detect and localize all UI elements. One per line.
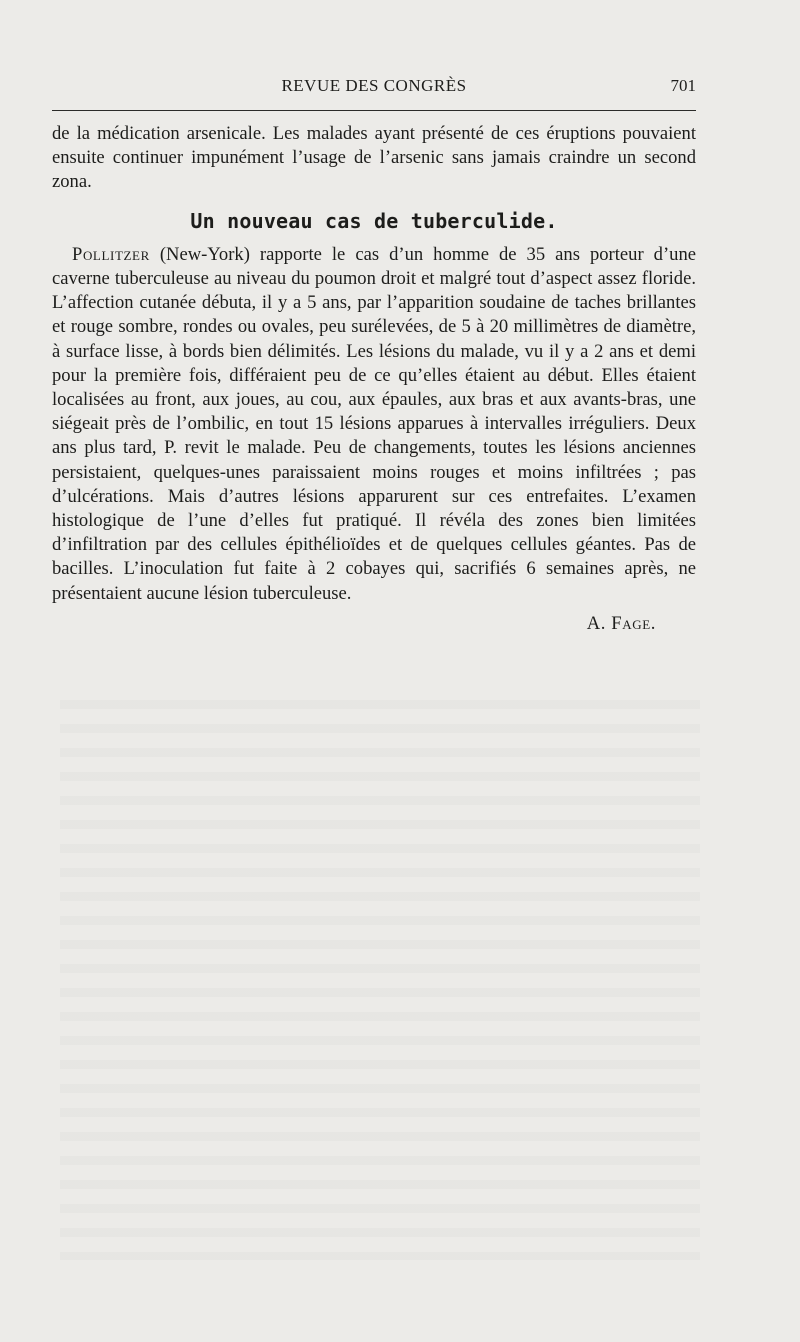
section-title: Un nouveau cas de tuberculide. (190, 208, 558, 233)
main-paragraph-text: (New-York) rapporte le cas d’un homme de 35 ans porteur d’une caverne tuberculeuse au niveau du poumon droit et malgré tout d’aspect assez floride. L’affection cutanée débuta, il y a 5 ans, par l’apparition soudaine de taches brillantes et rouge sombre, rondes ou ovales, peu surélevées, de 5 à 20 millimètres de diamètre, à surface lisse, à bords bien délimités. Les lésions du malade, vu il y a 2 ans et demi pour la première fois, différaient peu de ce qu’elles étaient au début. Elles étaient localisées au front, aux joues, au cou, aux épaules, aux bras et aux avants-bras, une siégeait près de l’ombilic, en tout 15 lésions apparues à intervalles irréguliers. Deux ans plus tard, P. revit le malade. Peu de changements, toutes les lésions anciennes persistaient, quelques-unes paraissaient moins rouges et moins infiltrées ; pas d’ulcérations. Mais d’autres lésions apparurent sur ces entrefaites. L’examen histologique de l’une d’elles fut pratiqué. Il révéla des zones bien limitées d’infiltration par des cellules épithélioïdes et de quelques cellules géantes. Pas de bacilles. L’inoculation fut faite à 2 cobayes qui, sacrifiés 6 semaines après, ne présentaient aucune lésion tuberculeuse. (52, 243, 696, 604)
signature-name: A. Fage. (586, 612, 656, 634)
show-through-texture (60, 700, 700, 1260)
page-number: 701 (670, 76, 696, 95)
page-header (52, 76, 696, 102)
author-name: Pollitzer (72, 243, 150, 265)
signature (52, 612, 696, 636)
header-rule (52, 110, 696, 111)
running-title: REVUE DES CONGRÈS (281, 76, 467, 95)
article-body (52, 122, 696, 636)
main-paragraph (52, 243, 696, 606)
intro-paragraph: de la médication arsenicale. Les malades ayant présenté de ces éruptions pouvaient ensuite continuer impunément l’usage de l’arsenic sans jamais craindre un second zona. (52, 123, 696, 193)
